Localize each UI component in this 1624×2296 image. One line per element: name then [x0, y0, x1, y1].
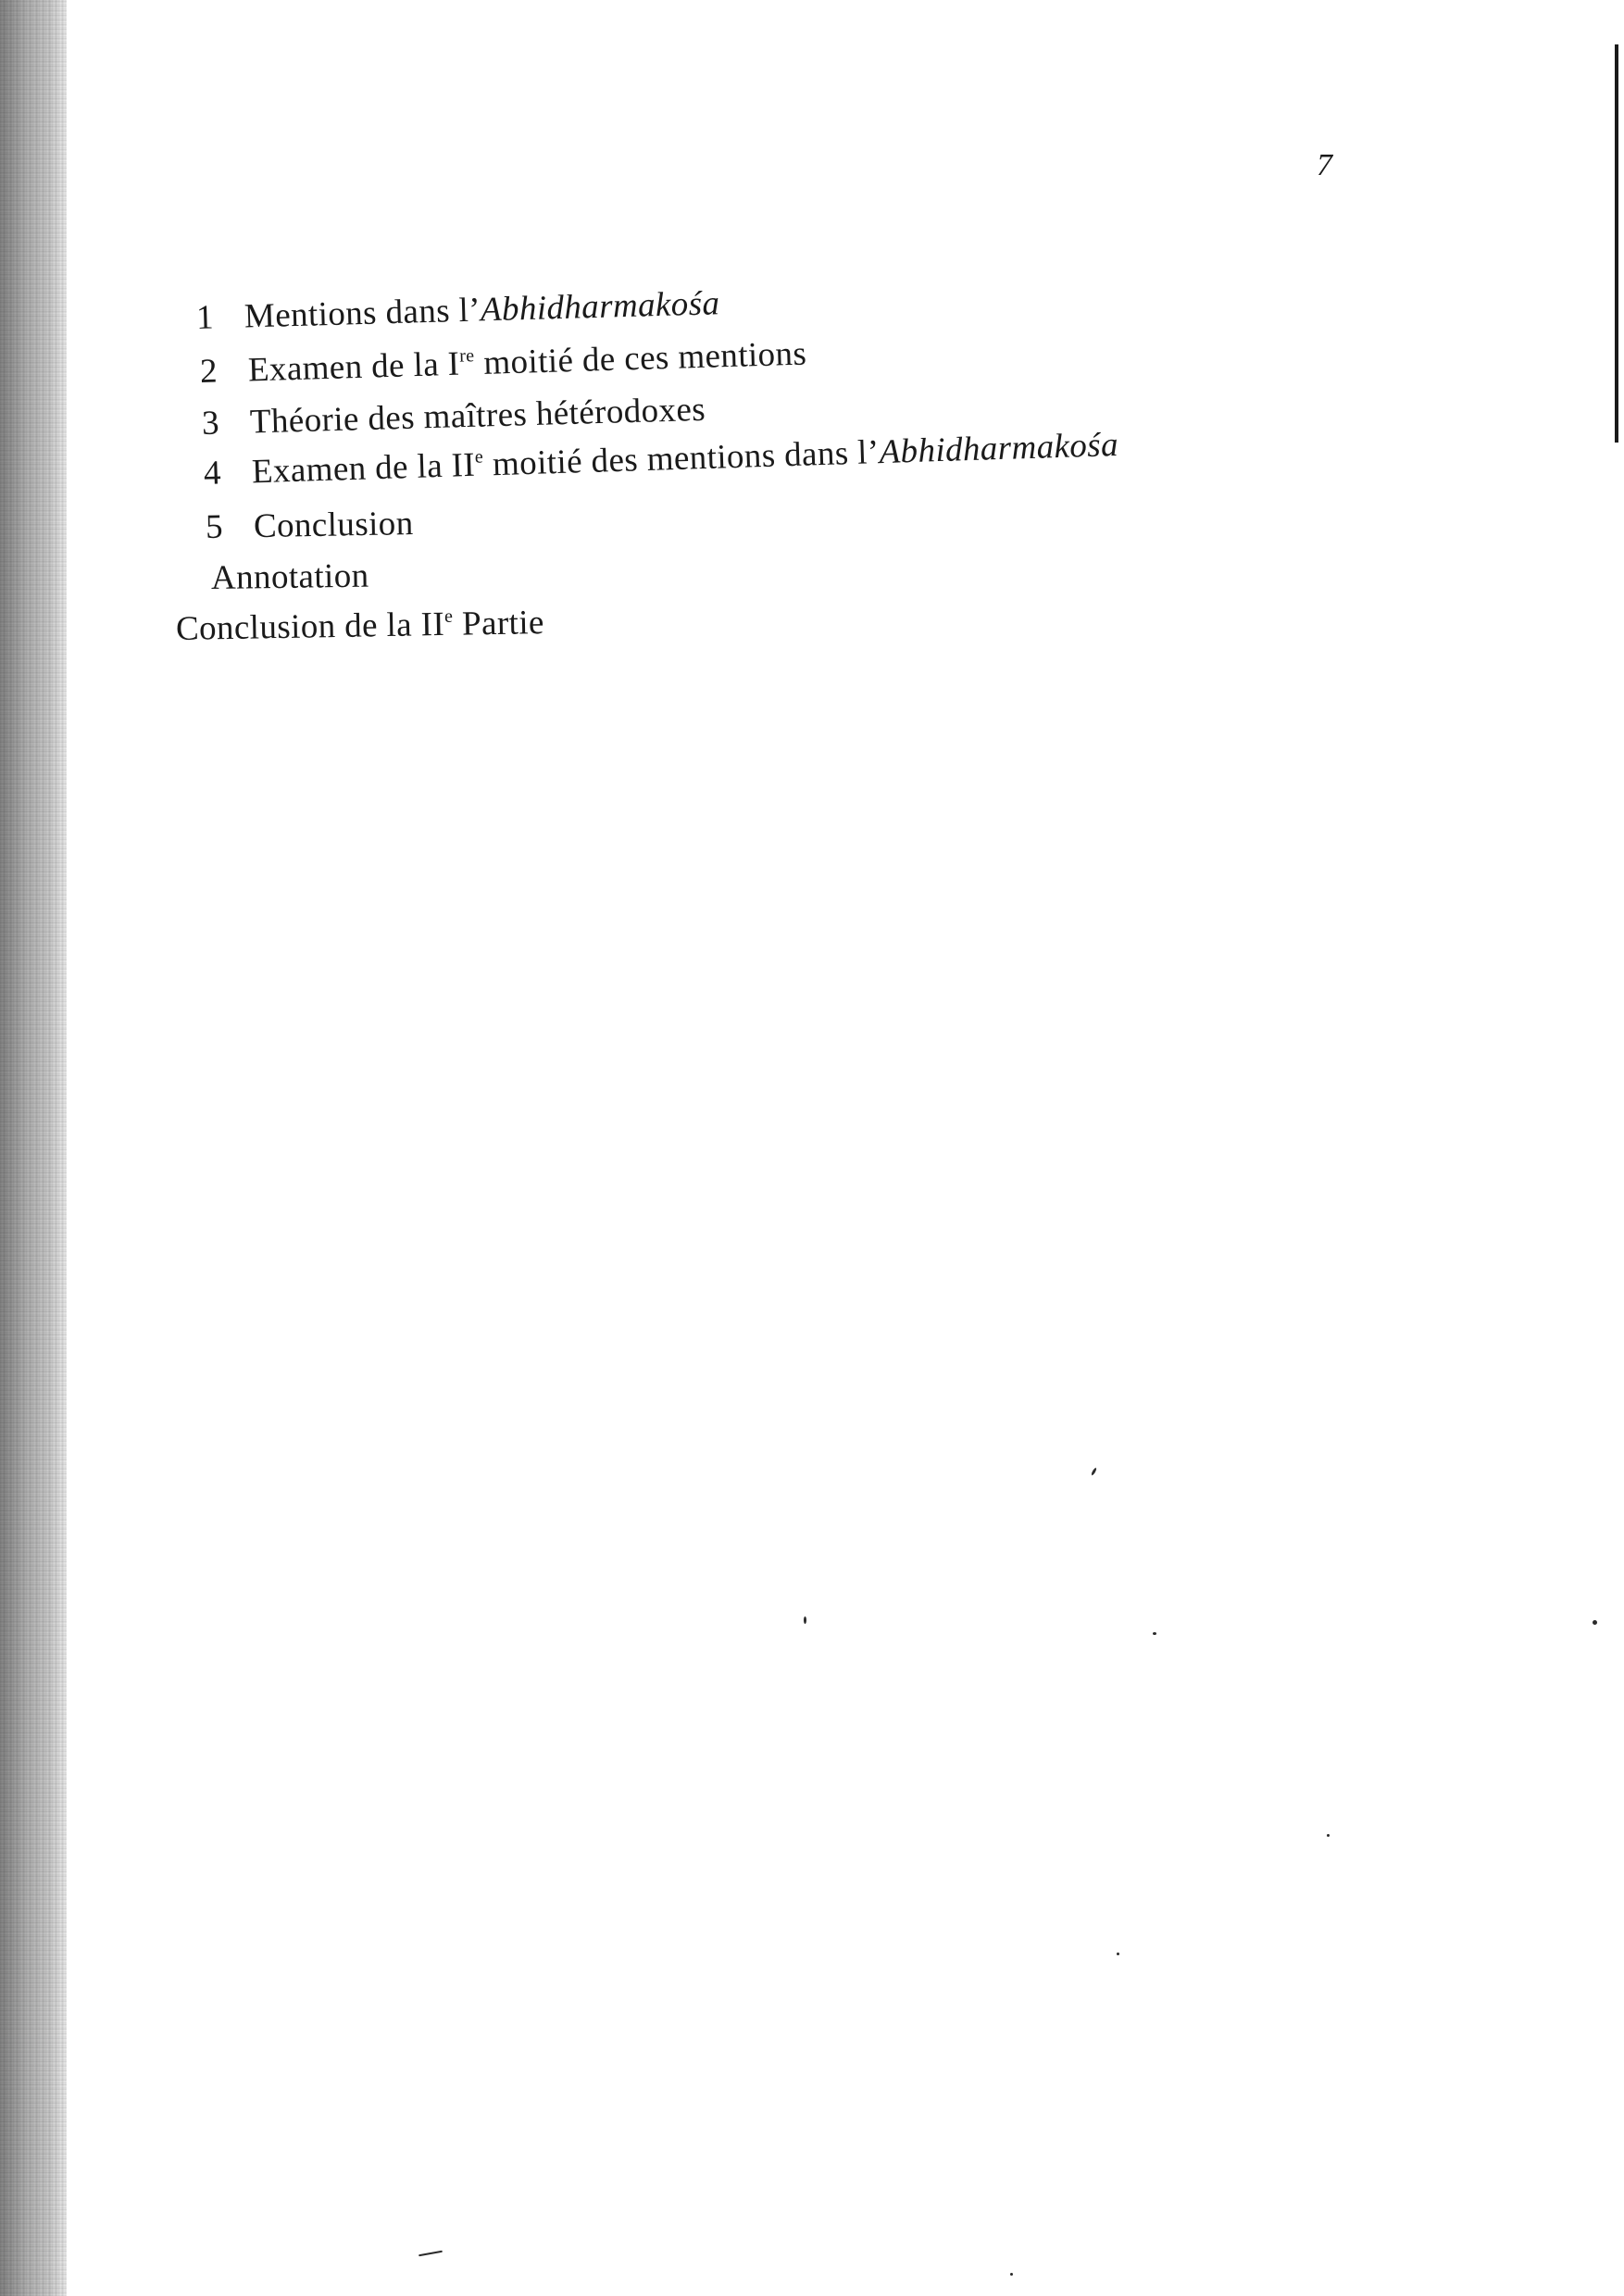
toc-entry-part-conclusion: [176, 603, 545, 649]
toc-entry-text: Conclusion: [253, 505, 414, 546]
scan-speck: [418, 2251, 443, 2256]
scan-right-edge-rule: [1615, 44, 1618, 443]
toc-entry-text: Théorie des maîtres hétérodoxes: [249, 390, 706, 442]
toc-entry-italic-title: Abhidharmakośa: [878, 425, 1119, 472]
toc-entry-text: Examen de la I: [247, 344, 461, 390]
toc-entry-number: 2: [199, 352, 219, 391]
toc-entry-text-continued: moitié de ces mentions: [474, 334, 807, 383]
toc-entry-examen-first-half: [199, 334, 806, 392]
toc-entry-superscript: re: [458, 345, 475, 367]
toc-entry-superscript: e: [474, 446, 484, 468]
toc-entry-text: Examen de la II: [251, 445, 476, 492]
toc-entry-number: 5: [205, 507, 224, 546]
scan-speck: [1091, 1467, 1097, 1476]
scan-speck: [1327, 1834, 1330, 1837]
toc-entry-text: Conclusion de la II: [175, 605, 445, 648]
scan-speck: [1153, 1632, 1156, 1635]
toc-entry-text-continued: Partie: [453, 604, 545, 643]
scan-speck: [1593, 1620, 1597, 1625]
toc-entry-mentions: [195, 283, 720, 338]
toc-entry-text: Mentions dans l’: [244, 291, 481, 336]
toc-entry-theorie: [201, 390, 706, 443]
toc-entry-text: Annotation: [210, 556, 369, 597]
toc-entry-text-continued: moitié des mentions dans l’: [482, 433, 881, 484]
page-number: 7: [1317, 148, 1332, 182]
scan-speck: [804, 1616, 806, 1624]
toc-entry-conclusion: [206, 504, 414, 547]
scan-speck: [1117, 1953, 1119, 1955]
scan-binding-edge: [0, 0, 67, 2296]
toc-entry-superscript: e: [443, 605, 454, 627]
toc-entry-annotation: [211, 556, 369, 598]
scan-speck: [1010, 2273, 1013, 2276]
toc-entry-number: 1: [195, 298, 215, 337]
toc-entry-number: 4: [203, 454, 222, 493]
toc-entry-italic-title: Abhidharmakośa: [480, 284, 720, 330]
toc-entry-number: 3: [201, 404, 220, 443]
